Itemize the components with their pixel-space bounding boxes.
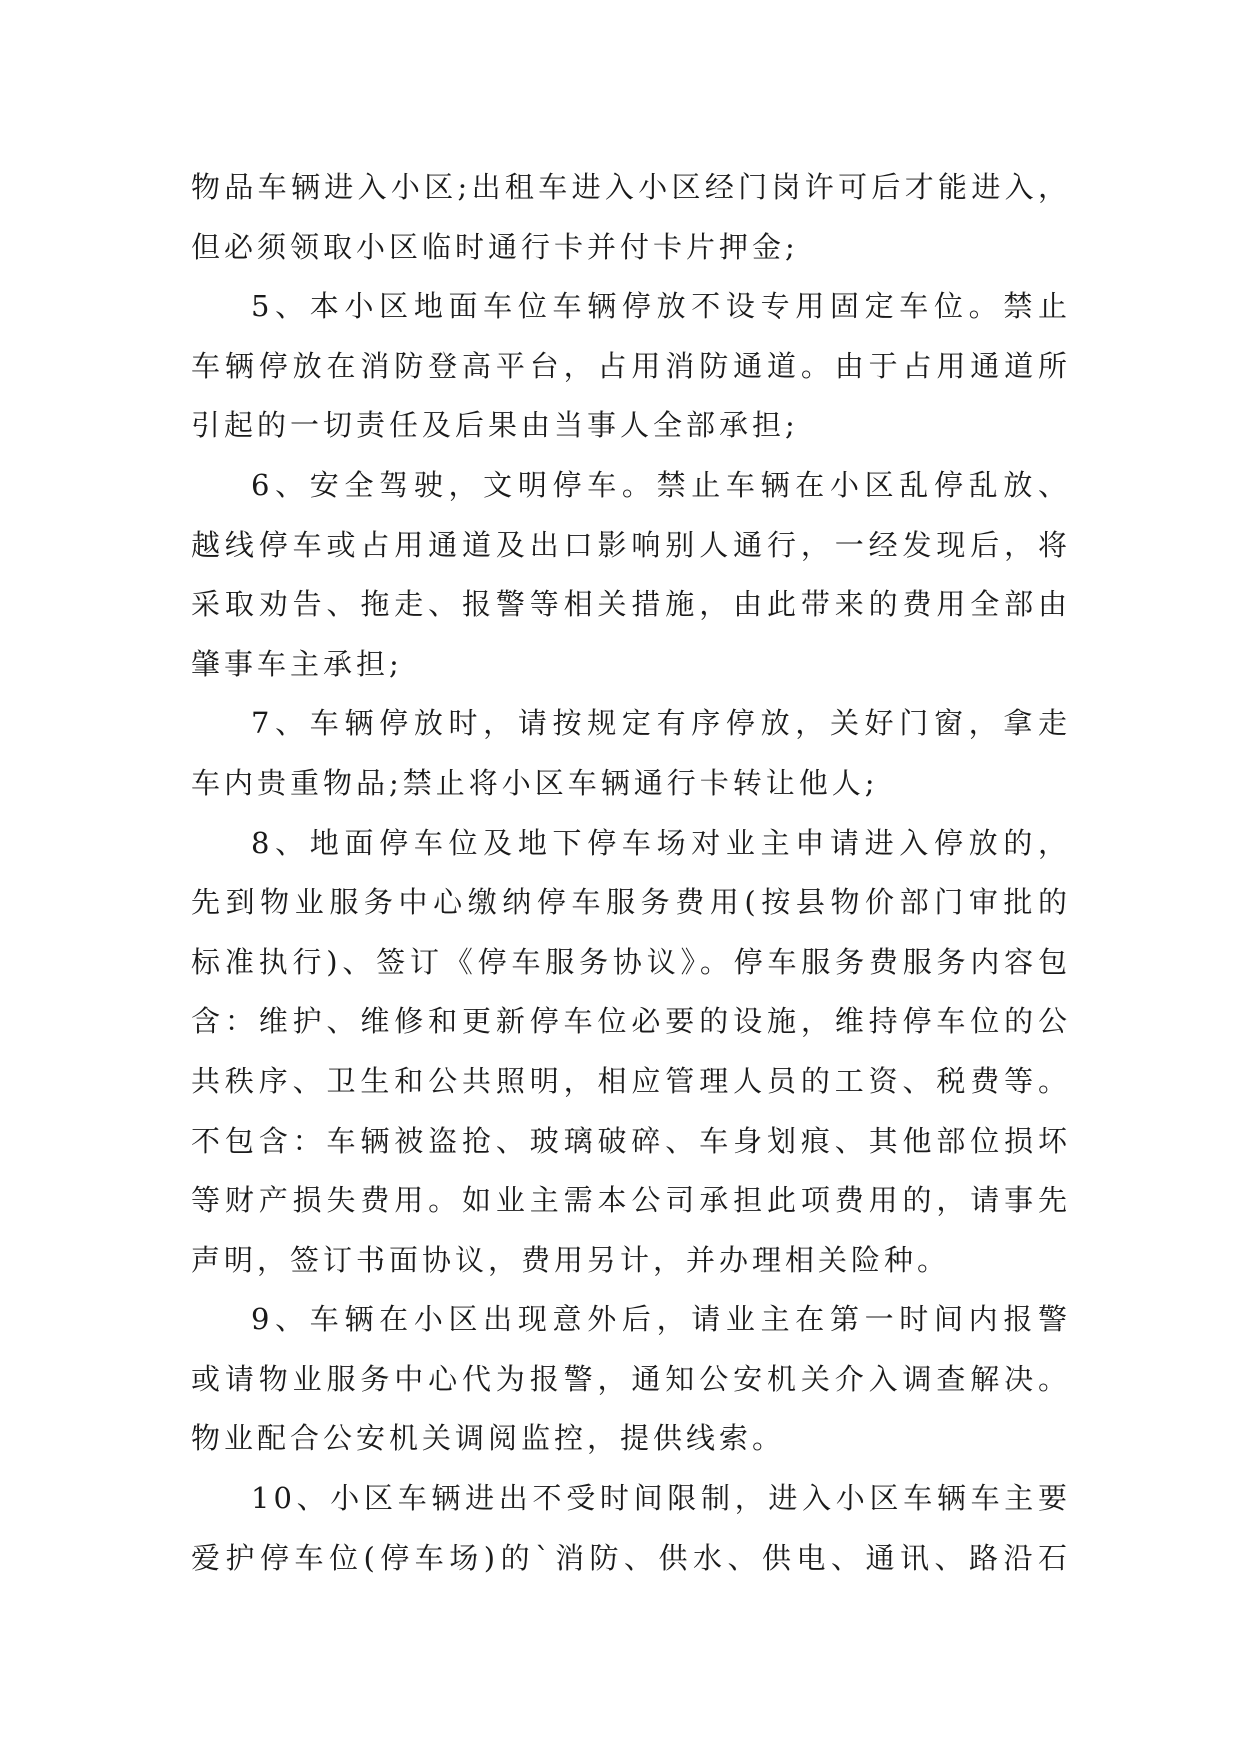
text-line: 采取劝告、拖走、报警等相关措施，由此带来的费用全部由 (191, 587, 1071, 622)
text-line: 9、车辆在小区出现意外后，请业主在第一时间内报警 (251, 1302, 1071, 1337)
text-line: 含：维护、维修和更新停车位必要的设施，维持停车位的公 (191, 1004, 1071, 1039)
text-line: 或请物业服务中心代为报警，通知公安机关介入调查解决。 (191, 1361, 1071, 1396)
text-line: 肇事车主承担; (191, 646, 403, 681)
text-line: 引起的一切责任及后果由当事人全部承担; (191, 408, 799, 443)
text-line: 声明，签订书面协议，费用另计，并办理相关险种。 (191, 1242, 951, 1277)
text-line: 共秩序、卫生和公共照明，相应管理人员的工资、税费等。 (191, 1063, 1071, 1098)
text-line: 8、地面停车位及地下停车场对业主申请进入停放的， (251, 825, 1071, 860)
text-line: 车辆停放在消防登高平台，占用消防通道。由于占用通道所 (191, 348, 1071, 383)
text-line: 车内贵重物品;禁止将小区车辆通行卡转让他人; (191, 765, 879, 800)
text-line: 6、安全驾驶，文明停车。禁止车辆在小区乱停乱放、 (251, 467, 1071, 502)
text-line: 等财产损失费用。如业主需本公司承担此项费用的，请事先 (191, 1183, 1071, 1218)
text-line: 但必须领取小区临时通行卡并付卡片押金; (191, 229, 799, 264)
text-line: 标准执行)、签订《停车服务协议》。停车服务费服务内容包 (191, 944, 1071, 979)
text-line: 物品车辆进入小区;出租车进入小区经门岗许可后才能进入， (191, 170, 1071, 204)
document-body (191, 158, 1071, 1588)
text-line: 物业配合公安机关调阅监控，提供线索。 (191, 1421, 786, 1456)
text-line: 爱护停车位(停车场)的`消防、供水、供电、通讯、路沿石 (191, 1540, 1071, 1575)
text-line: 10、小区车辆进出不受时间限制，进入小区车辆车主要 (251, 1481, 1071, 1516)
text-line: 5、本小区地面车位车辆停放不设专用固定车位。禁止 (251, 289, 1071, 324)
text-line: 越线停车或占用通道及出口影响别人通行，一经发现后，将 (191, 527, 1071, 562)
text-line: 不包含：车辆被盗抢、玻璃破碎、车身划痕、其他部位损坏 (191, 1123, 1071, 1158)
text-line: 先到物业服务中心缴纳停车服务费用(按县物价部门审批的 (191, 885, 1071, 920)
text-line: 7、车辆停放时，请按规定有序停放，关好门窗，拿走 (251, 706, 1071, 741)
